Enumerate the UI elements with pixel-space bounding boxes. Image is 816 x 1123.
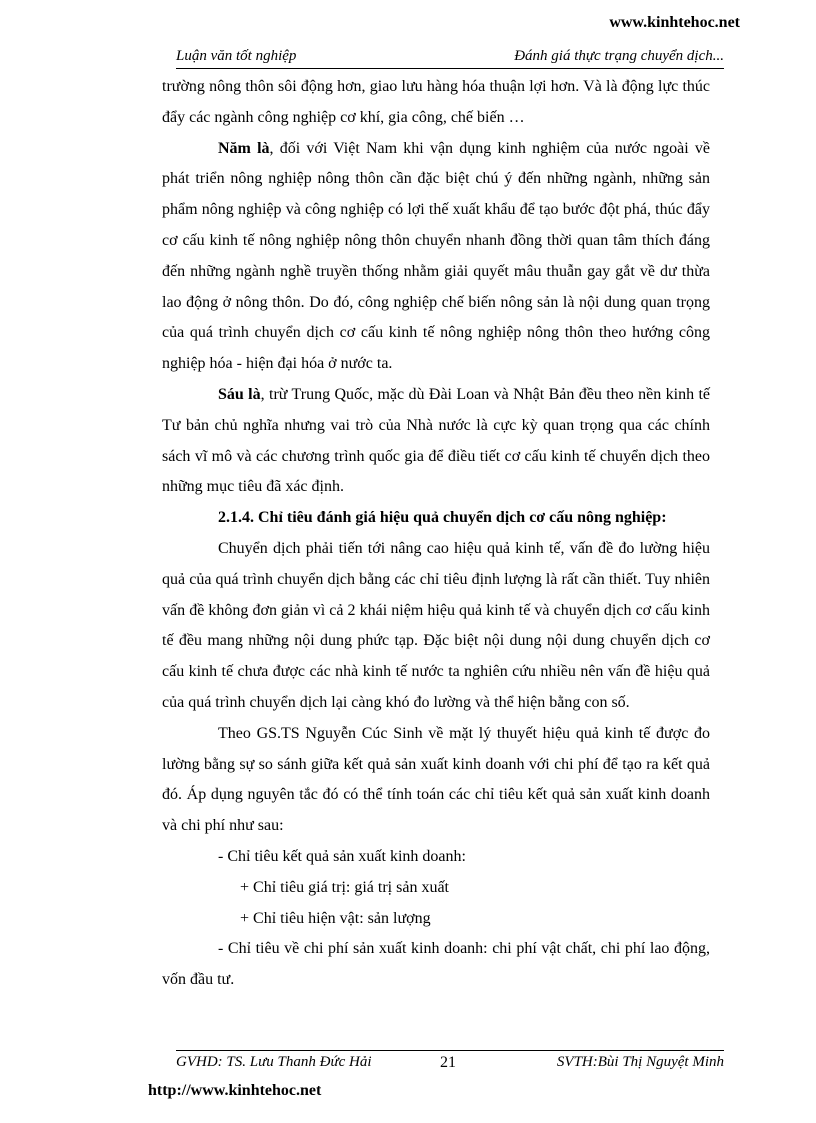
paragraph-2-text: , đối với Việt Nam khi vận dụng kinh nghiệm của nước ngoài về phát triển nông nghiệp nông thôn cần đặc biệt chú ý đến những ngành, những sản phẩm nông nghiệp và công nghiệp có lợi thế xuất khẩu để tạo bước đột phá, thúc đẩy cơ cấu kinh tế nông nghiệp nông thôn chuyển nhanh đồng thời quan tâm thích đáng đến những ngành nghề truyền thống nhằm giải quyết mâu thuẫn gay gắt về dư thừa lao động ở nông thôn. Do đó, công nghiệp chế biến nông sản là nội dung quan trọng của quá trình chuyển dịch cơ cấu kinh tế nông nghiệp nông thôn theo hướng công nghiệp hóa - hiện đại hóa ở nước ta. <box>162 139 710 373</box>
header-right: Đánh giá thực trạng chuyển dịch... <box>514 48 724 64</box>
page-body <box>162 72 710 996</box>
paragraph-4: Chuyển dịch phải tiến tới nâng cao hiệu quả kinh tế, vấn đề đo lường hiệu quả của quá trình chuyển dịch bằng các chỉ tiêu định lượng là rất cần thiết. Tuy nhiên vấn đề không đơn giản vì cả 2 khái niệm hiệu quả kinh tế và chuyển dịch cơ cấu kinh tế đều mang những nội dung phức tạp. Đặc biệt nội dung nội dung chuyển dịch cơ cấu kinh tế chưa được các nhà kinh tế nước ta nghiên cứu nhiều nên vấn đề hiệu quả của quá trình chuyển dịch lại càng khó đo lường và thể hiện bằng con số. <box>162 539 710 711</box>
paragraph-2 <box>162 134 710 380</box>
page-footer <box>176 1054 724 1076</box>
footer-student: SVTH:Bùi Thị Nguyệt Minh <box>556 1054 724 1070</box>
page-header <box>176 46 724 69</box>
list-item-3: + Chỉ tiêu hiện vật: sản lượng <box>240 909 431 927</box>
footer-advisor: GVHD: TS. Lưu Thanh Đức Hải <box>176 1054 372 1070</box>
list-item-1: - Chỉ tiêu kết quả sản xuất kinh doanh: <box>218 847 466 865</box>
site-url-top: www.kinhtehoc.net <box>609 14 740 31</box>
paragraph-3-text: , trừ Trung Quốc, mặc dù Đài Loan và Nhật Bản đều theo nền kinh tế Tư bản chủ nghĩa nhưng vai trò của Nhà nước là cực kỳ quan trọng qua các chính sách vĩ mô và các chương trình quốc gia để điều tiết cơ cấu kinh tế chuyển dịch theo những mục tiêu đã xác định. <box>162 385 710 496</box>
header-left: Luận văn tốt nghiệp <box>176 48 297 64</box>
footer-divider <box>176 1050 724 1051</box>
page-number: 21 <box>440 1054 456 1071</box>
site-url-bottom[interactable]: http://www.kinhtehoc.net <box>148 1082 322 1099</box>
paragraph-1: trường nông thôn sôi động hơn, giao lưu hàng hóa thuận lợi hơn. Và là động lực thúc đẩy các ngành công nghiệp cơ khí, gia công, chế biến … <box>162 78 710 126</box>
paragraph-5: Theo GS.TS Nguyễn Cúc Sinh về mặt lý thuyết hiệu quả kinh tế được đo lường bằng sự so sánh giữa kết quả sản xuất kinh doanh với chi phí để tạo ra kết quả đó. Áp dụng nguyên tắc đó có thể tính toán các chỉ tiêu kết quả sản xuất kinh doanh và chi phí như sau: <box>162 724 710 835</box>
paragraph-3 <box>162 380 710 503</box>
paragraph-2-lead: Năm là <box>218 139 270 157</box>
paragraph-3-lead: Sáu là <box>218 385 261 403</box>
paragraph-6: - Chỉ tiêu về chi phí sản xuất kinh doanh: chi phí vật chất, chi phí lao động, vốn đầu tư. <box>162 940 710 989</box>
list-item-2: + Chỉ tiêu giá trị: giá trị sản xuất <box>240 878 449 896</box>
section-heading: 2.1.4. Chỉ tiêu đánh giá hiệu quả chuyển dịch cơ cấu nông nghiệp: <box>218 509 667 527</box>
